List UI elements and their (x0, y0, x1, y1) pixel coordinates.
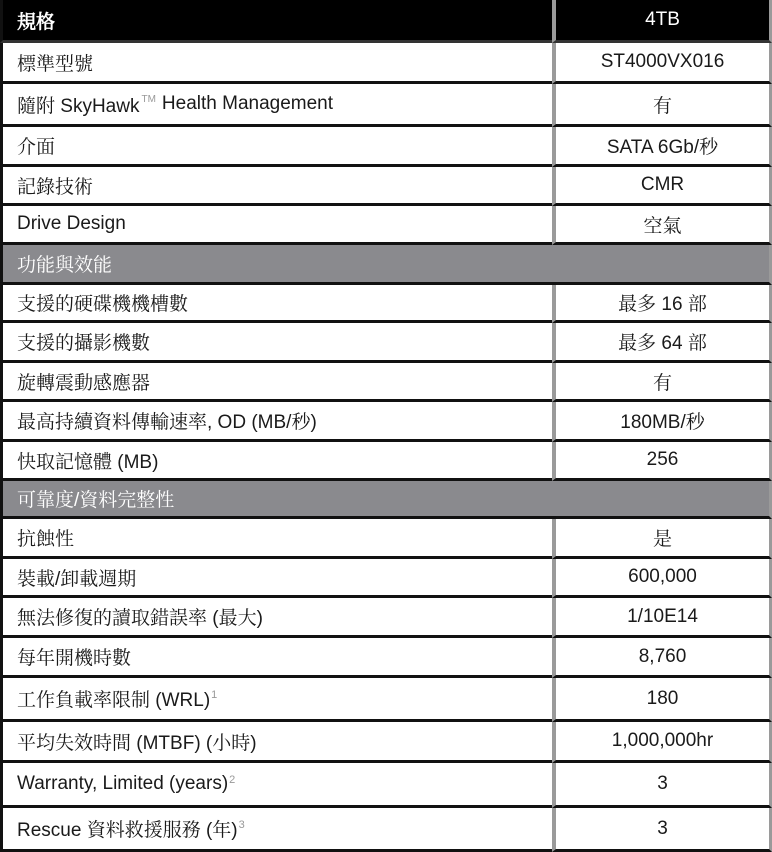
row-label: Drive Design (0, 206, 552, 245)
row-label: 平均失效時間 (MTBF) (小時) (0, 722, 552, 763)
row-value: 8,760 (552, 638, 772, 678)
row-value: 3 (552, 763, 772, 808)
row-label-text: 隨附 SkyHawk (17, 95, 140, 117)
footnote-mark: 2 (229, 774, 236, 786)
row-value: 600,000 (552, 559, 772, 598)
header-label: 規格 (0, 0, 552, 43)
row-label (0, 808, 552, 852)
table-row (0, 285, 772, 323)
table-row (0, 598, 772, 638)
row-value: 1,000,000hr (552, 722, 772, 763)
row-value: CMR (552, 167, 772, 206)
row-label: 支援的攝影機數 (0, 323, 552, 363)
trademark-mark: TM (141, 93, 156, 105)
footnote-mark: 1 (211, 688, 218, 701)
table-row (0, 722, 772, 763)
row-label: 介面 (0, 127, 552, 167)
table-row (0, 808, 772, 852)
table-row (0, 127, 772, 167)
row-value: 1/10E14 (552, 598, 772, 638)
table-row (0, 363, 772, 402)
row-label: 抗蝕性 (0, 519, 552, 559)
row-label: 旋轉震動感應器 (0, 363, 552, 402)
row-label: 最高持續資料傳輸速率, OD (MB/秒) (0, 402, 552, 442)
row-value: 最多 16 部 (552, 285, 772, 323)
table-row (0, 442, 772, 481)
row-value: 3 (552, 808, 772, 852)
row-value: 有 (552, 84, 772, 127)
row-value: 180MB/秒 (552, 402, 772, 442)
table-row (0, 167, 772, 206)
table-row (0, 206, 772, 245)
row-label (0, 84, 552, 127)
row-label: 記錄技術 (0, 167, 552, 206)
row-label: 裝載/卸載週期 (0, 559, 552, 598)
row-label: 支援的硬碟機機槽數 (0, 285, 552, 323)
header-capacity: 4TB (552, 0, 772, 43)
row-label-text: Rescue 資料救援服務 (年) (17, 820, 238, 841)
table-row (0, 519, 772, 559)
row-value: 最多 64 部 (552, 323, 772, 363)
section-title: 可靠度/資料完整性 (0, 481, 772, 519)
row-value: 有 (552, 363, 772, 402)
row-label: 快取記憶體 (MB) (0, 442, 552, 481)
section-header-features (0, 245, 772, 285)
section-header-reliability (0, 481, 772, 519)
table-row (0, 678, 772, 722)
row-value: 180 (552, 678, 772, 722)
row-label (0, 763, 552, 808)
table-row (0, 638, 772, 678)
row-value: 256 (552, 442, 772, 481)
row-label-text: 工作負載率限制 (WRL) (17, 690, 211, 711)
table-row (0, 84, 772, 127)
row-label: 每年開機時數 (0, 638, 552, 678)
row-value: ST4000VX016 (552, 43, 772, 84)
table-header-row (0, 0, 772, 43)
row-label: 標準型號 (0, 43, 552, 84)
table-row (0, 402, 772, 442)
row-value: 是 (552, 519, 772, 559)
footnote-mark: 3 (238, 818, 245, 831)
section-title: 功能與效能 (0, 245, 772, 285)
table-row (0, 763, 772, 808)
row-value: 空氣 (552, 206, 772, 245)
table-row (0, 43, 772, 84)
row-label: 無法修復的讀取錯誤率 (最大) (0, 598, 552, 638)
row-label-text: Warranty, Limited (years) (17, 773, 229, 794)
row-label-text: Health Management (161, 93, 334, 114)
row-label (0, 678, 552, 722)
table-row (0, 323, 772, 363)
row-value: SATA 6Gb/秒 (552, 127, 772, 167)
table-row (0, 559, 772, 598)
